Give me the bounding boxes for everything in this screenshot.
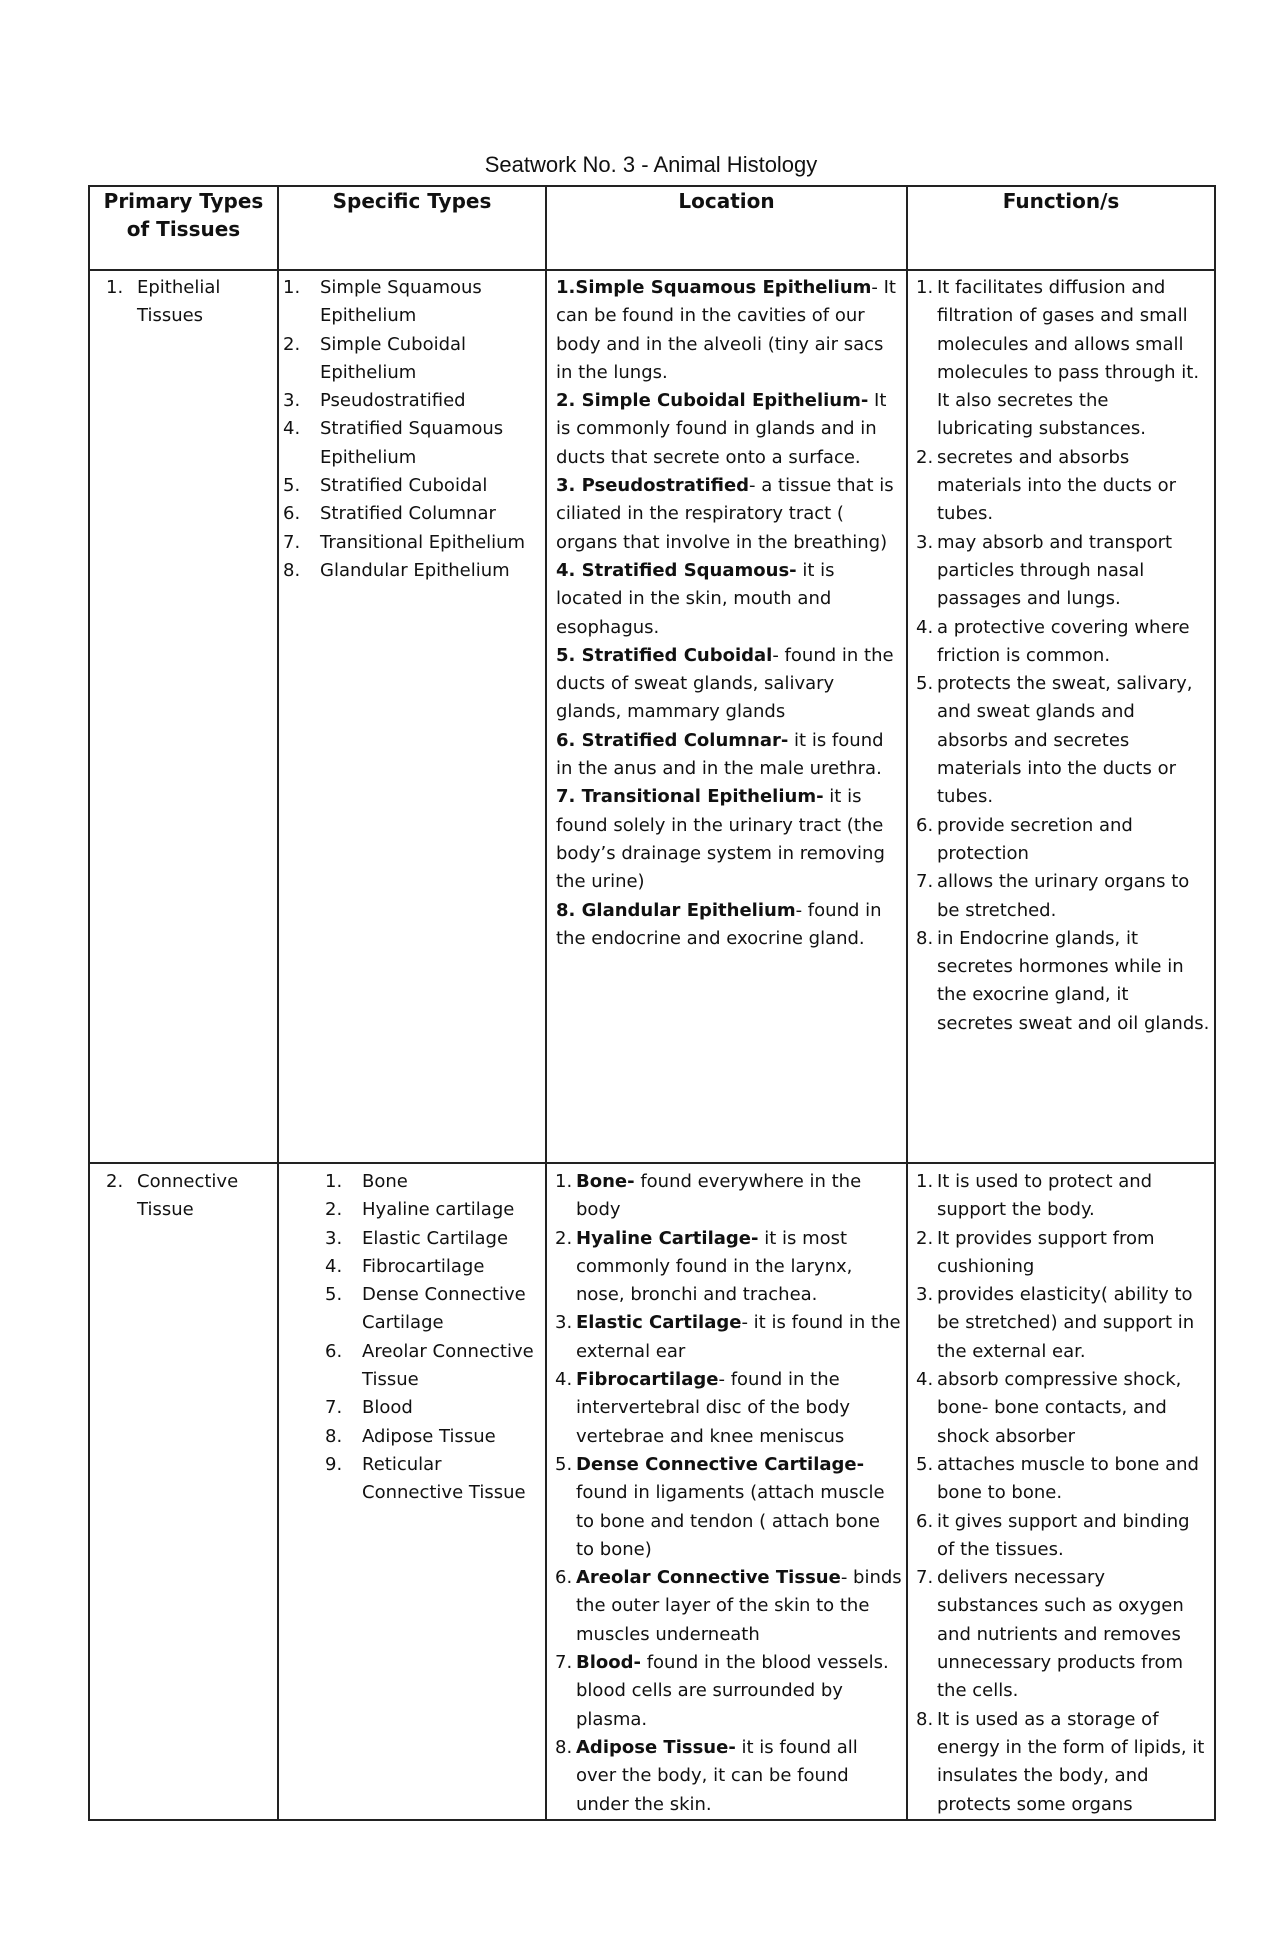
list-item: 2. Hyaline cartilage — [325, 1199, 515, 1221]
list-item: 3. may absorb and transport particles through nasal passages and lungs. — [916, 531, 1173, 610]
list-item: 5. Dense Connective Cartilage — [325, 1284, 526, 1334]
list-item: 7. Transitional Epithelium- it is found solely in the urinary tract (the body’s drainage system in removing the urine) — [556, 786, 885, 893]
list-item: 3. Elastic Cartilage- it is found in the external ear — [555, 1312, 901, 1362]
list-item: 2. Simple Cuboidal Epithelium — [283, 333, 467, 383]
list-item: 6. Areolar Connective Tissue — [325, 1340, 534, 1391]
list-item: 6. provide secretion and protection — [916, 814, 1133, 864]
list-item: 4. Fibrocartilage- found in the intervertebral disc of the body vertebrae and knee meniscus — [555, 1369, 851, 1447]
primary-type-cell — [89, 1163, 278, 1820]
table-row-connective — [89, 1163, 1215, 1820]
header-primary-types: Primary Types of Tissues — [89, 186, 278, 270]
list-item: 5. Dense Connective Cartilage- found in ligaments (attach muscle to bone and tendon ( attach bone to bone) — [555, 1453, 885, 1560]
header-location: Location — [546, 186, 907, 270]
list-item: 5. Stratified Cuboidal- found in the ducts of sweat glands, salivary glands, mammary glands — [556, 644, 894, 723]
list-item: 3. Pseudostratified — [283, 390, 466, 412]
header-row — [89, 186, 1215, 270]
primary-type-label: Epithelial Tissues — [137, 277, 221, 327]
functions-cell — [907, 1163, 1215, 1820]
list-item: 5. Stratified Cuboidal — [283, 475, 488, 497]
list-item: 5. attaches muscle to bone and bone to bone. — [916, 1453, 1199, 1504]
list-item: 7. Transitional Epithelium — [283, 531, 526, 553]
list-item: 1. Simple Squamous Epithelium — [283, 277, 482, 327]
list-item: 1. It facilitates diffusion and filtration of gases and small molecules and allows small molecules to pass through it. It also secretes the lubricating substances. — [916, 277, 1200, 440]
list-item: 6. Stratified Columnar- it is found in the anus and in the male urethra. — [556, 729, 884, 780]
list-item: 8. It is used as a storage of energy in the form of lipids, it insulates the body, and protects some organs — [916, 1708, 1205, 1815]
list-item: 8. Adipose Tissue — [325, 1425, 496, 1447]
list-item: 3. provides elasticity( ability to be stretched) and support in the external ear. — [916, 1284, 1195, 1362]
list-item: 2. Hyaline Cartilage- it is most commonly found in the larynx, nose, bronchi and trachea. — [555, 1227, 853, 1306]
list-item: 7. Blood- found in the blood vessels. blood cells are surrounded by plasma. — [555, 1652, 889, 1730]
list-item: 7. allows the urinary organs to be stretched. — [916, 871, 1190, 921]
list-item: 2. Simple Cuboidal Epithelium- It is commonly found in glands and in ducts that secrete onto a surface. — [556, 390, 887, 468]
primary-type-label: Connective Tissue — [137, 1171, 239, 1221]
list-item: 4. a protective covering where friction is common. — [916, 616, 1190, 666]
list-item: 1.Simple Squamous Epithelium- It can be found in the cavities of our body and in the alveoli (tiny air sacs in the lungs. — [556, 277, 896, 383]
list-item: 6. Stratified Columnar — [283, 503, 496, 525]
location-cell — [546, 1163, 907, 1820]
primary-type-cell — [89, 270, 278, 1163]
list-item: 8. Glandular Epithelium — [283, 559, 510, 581]
list-item: 6. it gives support and binding of the tissues. — [916, 1510, 1190, 1560]
list-item: 1. Bone — [325, 1171, 408, 1192]
location-cell — [546, 270, 907, 1163]
list-item: 5. protects the sweat, salivary, and sweat glands and absorbs and secretes materials into the ducts or tubes. — [916, 673, 1193, 808]
list-item: 2. It provides support from cushioning — [916, 1227, 1155, 1277]
document-title: Seatwork No. 3 - Animal Histology — [484, 152, 818, 177]
list-item: 9. Reticular Connective Tissue — [325, 1453, 526, 1504]
list-item: 4. Stratified Squamous Epithelium — [283, 418, 504, 468]
list-item: 8. Adipose Tissue- it is found all over the body, it can be found under the skin. — [555, 1736, 858, 1815]
specific-types-cell — [278, 270, 546, 1163]
list-item: 4. absorb compressive shock, bone- bone contacts, and shock absorber — [916, 1369, 1182, 1447]
list-item: 8. in Endocrine glands, it secretes hormones while in the exocrine gland, it secretes sweat and oil glands. — [916, 927, 1210, 1034]
histology-table — [88, 185, 1216, 1821]
functions-cell — [907, 270, 1215, 1163]
list-item: 3. Pseudostratified- a tissue that is ciliated in the respiratory tract ( organs that involve in the breathing) — [556, 475, 894, 553]
list-item: 2. secretes and absorbs materials into the ducts or tubes. — [916, 446, 1176, 525]
list-item: 6. Areolar Connective Tissue- binds the outer layer of the skin to the muscles underneath — [555, 1567, 902, 1645]
list-item: 7. delivers necessary substances such as oxygen and nutrients and removes unnecessary products from the cells. — [916, 1567, 1184, 1702]
table-row-epithelial — [89, 270, 1215, 1163]
list-item: 1. It is used to protect and support the body. — [916, 1171, 1153, 1221]
list-item: 1. Epithelial Tissues — [94, 274, 273, 331]
list-item: 1. Bone- found everywhere in the body — [555, 1171, 862, 1221]
list-item: 8. Glandular Epithelium- found in the endocrine and exocrine gland. — [556, 899, 882, 949]
header-functions: Function/s — [907, 186, 1215, 270]
list-item: 4. Fibrocartilage — [325, 1255, 485, 1277]
list-item: 4. Stratified Squamous- it is located in the skin, mouth and esophagus. — [556, 559, 835, 638]
list-item: 3. Elastic Cartilage — [325, 1227, 509, 1249]
list-item: 2. Connective Tissue — [94, 1168, 273, 1225]
header-specific-types: Specific Types — [278, 186, 546, 270]
list-item: 7. Blood — [325, 1397, 413, 1419]
specific-types-cell — [278, 1163, 546, 1820]
